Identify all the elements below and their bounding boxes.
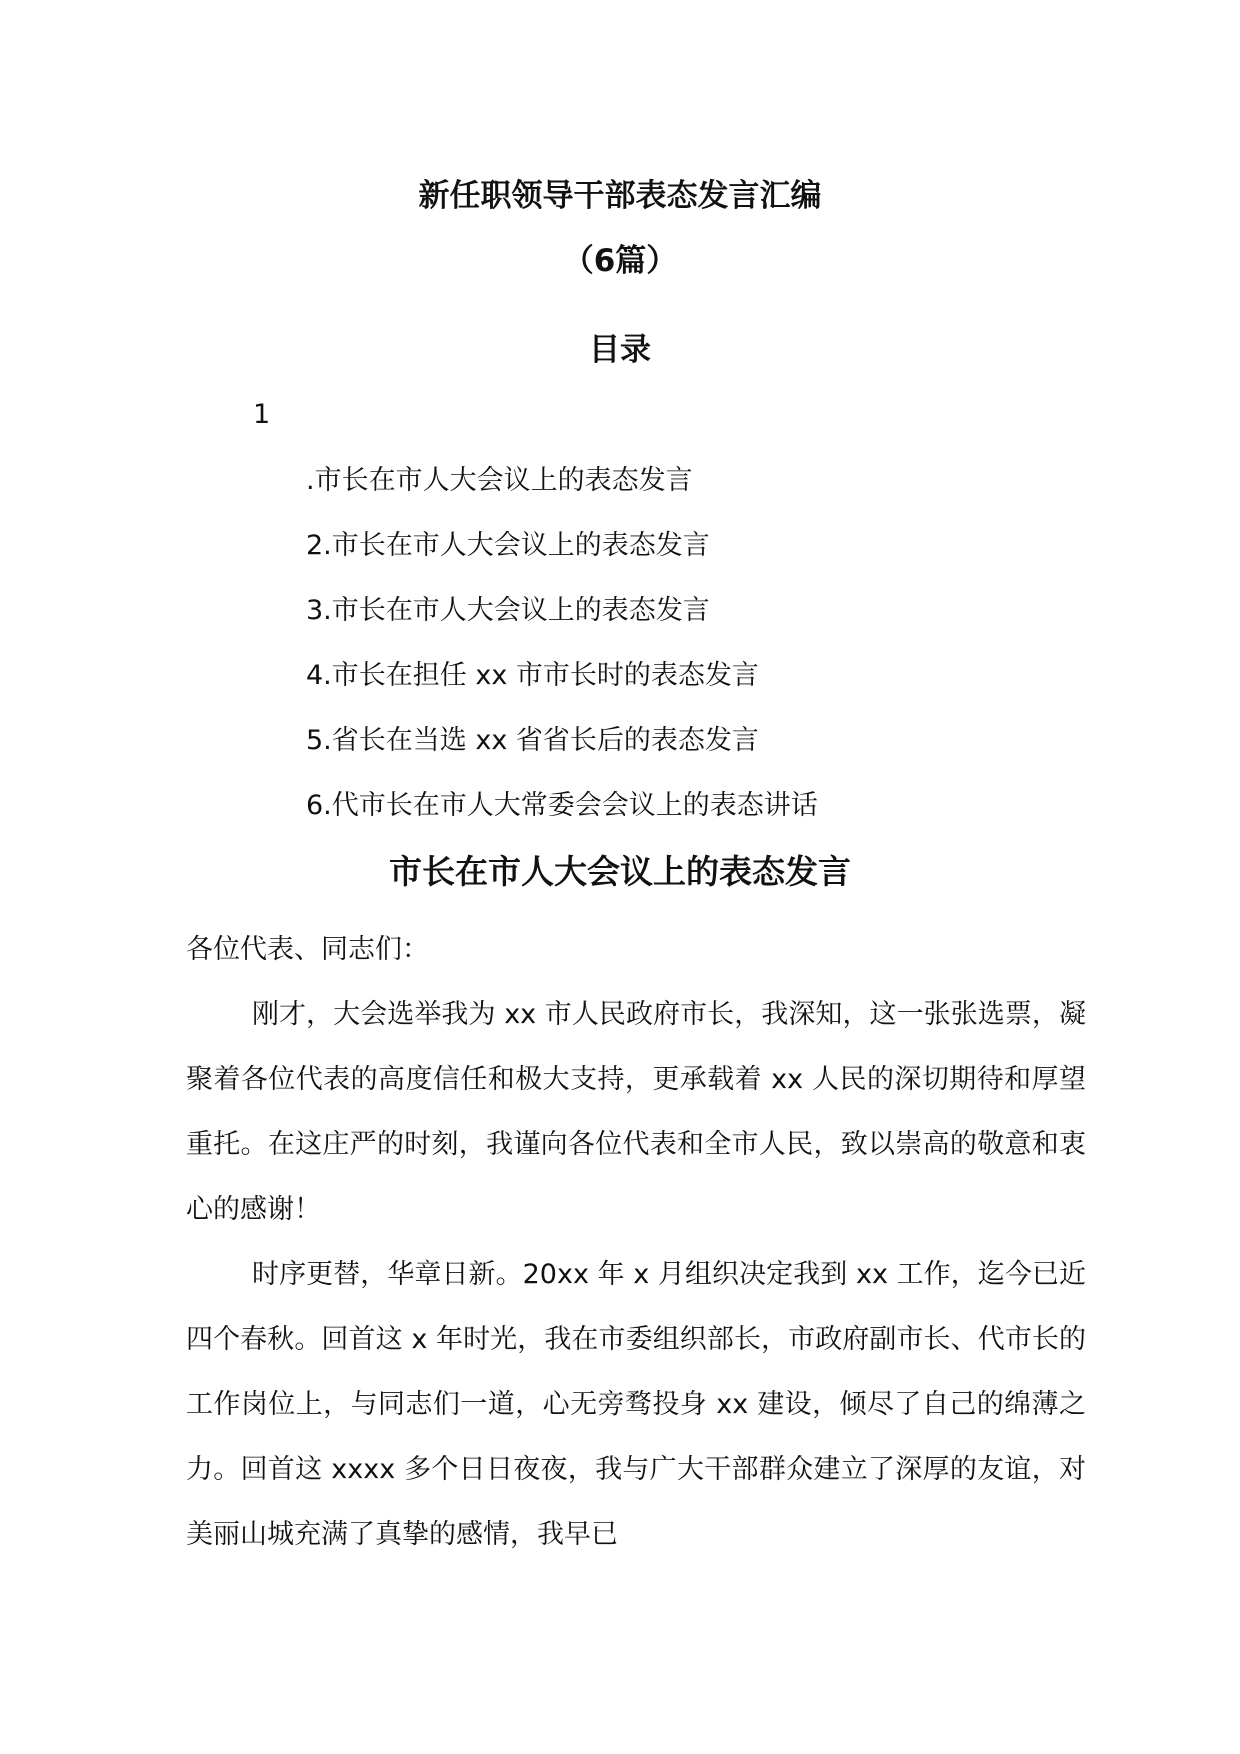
toc-item: .市长在市人大会议上的表态发言 <box>306 465 693 496</box>
toc-heading: 目录 <box>589 332 651 368</box>
document-title: 新任职领导干部表态发言汇编 <box>418 178 822 214</box>
toc-item: 2.市长在市人大会议上的表态发言 <box>306 530 710 561</box>
toc-item: 6.代市长在市人大常委会会议上的表态讲话 <box>306 790 818 821</box>
paragraph: 时序更替，华章日新。20xx 年 x 月组织决定我到 xx 工作，迄今已近四个春秋。回首这 x 年时光，我在市委组织部长，市政府副市长、代市长的工作岗位上，与同志们一道，心无旁骛投身 xx 建设，倾尽了自己的绵薄之力。回首这 xxxx 多个日日夜夜，我与广大干部群众建立了深厚的友谊，对美丽山城充满了真挚的感情，我早已 <box>186 1259 1086 1550</box>
salutation: 各位代表、同志们： <box>186 934 429 965</box>
document-subtitle: （6篇） <box>562 243 678 279</box>
article-body <box>186 917 1086 1567</box>
toc-item: 3.市长在市人大会议上的表态发言 <box>306 595 710 626</box>
article-title: 市长在市人大会议上的表态发言 <box>389 852 851 891</box>
toc-number: 1 <box>253 399 271 430</box>
paragraph: 刚才，大会选举我为 xx 市人民政府市长，我深知，这一张张选票，凝聚着各位代表的高度信任和极大支持，更承载着 xx 人民的深切期待和厚望重托。在这庄严的时刻，我谨向各位代表和全市人民，致以崇高的敬意和衷心的感谢！ <box>186 999 1086 1225</box>
toc-item: 5.省长在当选 xx 省省长后的表态发言 <box>306 725 759 756</box>
toc-item: 4.市长在担任 xx 市市长时的表态发言 <box>306 660 759 691</box>
table-of-contents <box>306 462 818 852</box>
